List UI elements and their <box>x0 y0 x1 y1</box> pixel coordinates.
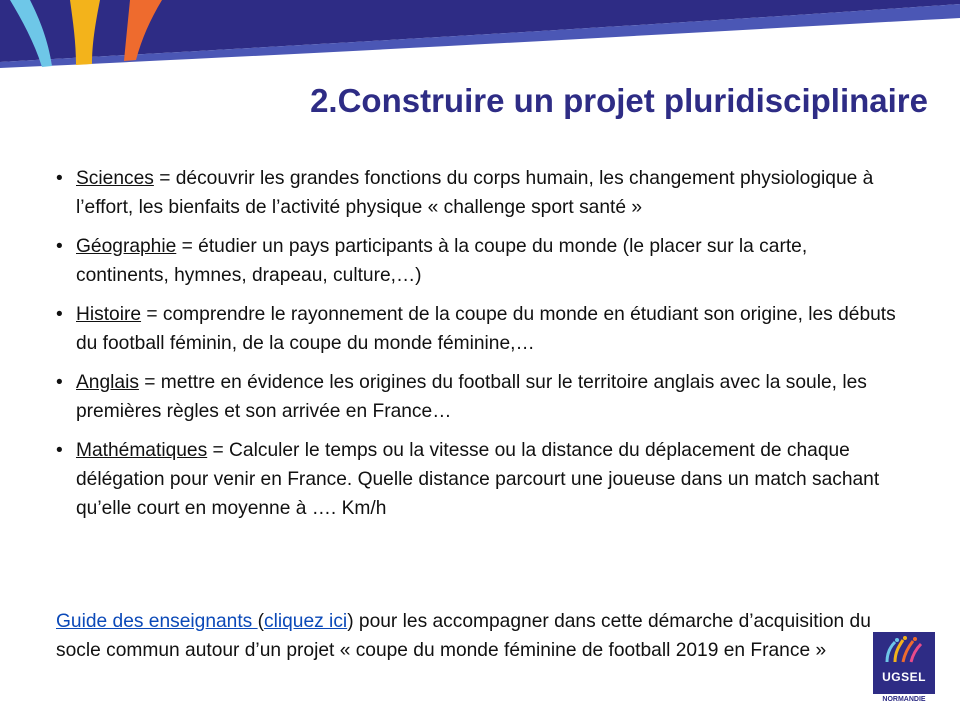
bullet-symbol: • <box>56 168 63 189</box>
list-item-sciences <box>56 164 896 222</box>
guide-paragraph <box>56 607 876 665</box>
logo-box <box>873 632 935 694</box>
bullet-symbol: • <box>56 304 63 325</box>
subject-label: Mathématiques <box>76 440 208 461</box>
list-item-histoire <box>56 300 896 358</box>
bullet-symbol: • <box>56 236 63 257</box>
list-item-geographie <box>56 232 896 290</box>
guide-link[interactable]: Guide des enseignants <box>56 611 258 632</box>
subject-list <box>56 164 896 533</box>
bullet-symbol: • <box>56 372 63 393</box>
logo-region: NORMANDIE <box>882 696 926 703</box>
header-banner <box>0 0 960 80</box>
click-here-link[interactable]: cliquez ici <box>264 611 348 632</box>
open-paren: ( <box>257 611 264 632</box>
subject-label: Anglais <box>76 372 139 393</box>
subject-description: = découvrir les grandes fonctions du corps humain, les changement physiologique à l’effort, les bienfaits de l’activité physique « challenge sport santé » <box>76 168 874 218</box>
bullet-symbol: • <box>56 440 63 461</box>
logo-figures-icon <box>873 632 935 672</box>
list-item-mathematiques <box>56 436 896 523</box>
subject-description: = comprendre le rayonnement de la coupe du monde en étudiant son origine, les débuts du football féminin, de la coupe du monde féminine,… <box>76 304 896 354</box>
subject-description: = mettre en évidence les origines du football sur le territoire anglais avec la soule, les premières règles et son arrivée en France… <box>76 372 867 422</box>
ugsel-logo <box>873 632 935 708</box>
subject-description: = Calculer le temps ou la vitesse ou la distance du déplacement de chaque délégation pour venir en France. Quelle distance parcourt une joueuse dans un match sachant qu’elle court en moyenne à …. Km/h <box>76 440 880 519</box>
subject-label: Histoire <box>76 304 142 325</box>
logo-wordmark: UGSEL <box>882 670 926 684</box>
slide-title: 2.Construire un projet pluridisciplinaire <box>310 82 928 119</box>
subject-label: Sciences <box>76 168 154 189</box>
subject-description: = étudier un pays participants à la coupe du monde (le placer sur la carte, continents, hymnes, drapeau, culture,…) <box>76 236 808 286</box>
subject-label: Géographie <box>76 236 177 257</box>
list-item-anglais <box>56 368 896 426</box>
guide-paragraph-text: ) pour les accompagner dans cette démarche d’acquisition du socle commun autour d’un projet « coupe du monde féminine de football 2019 en France » <box>56 611 871 661</box>
